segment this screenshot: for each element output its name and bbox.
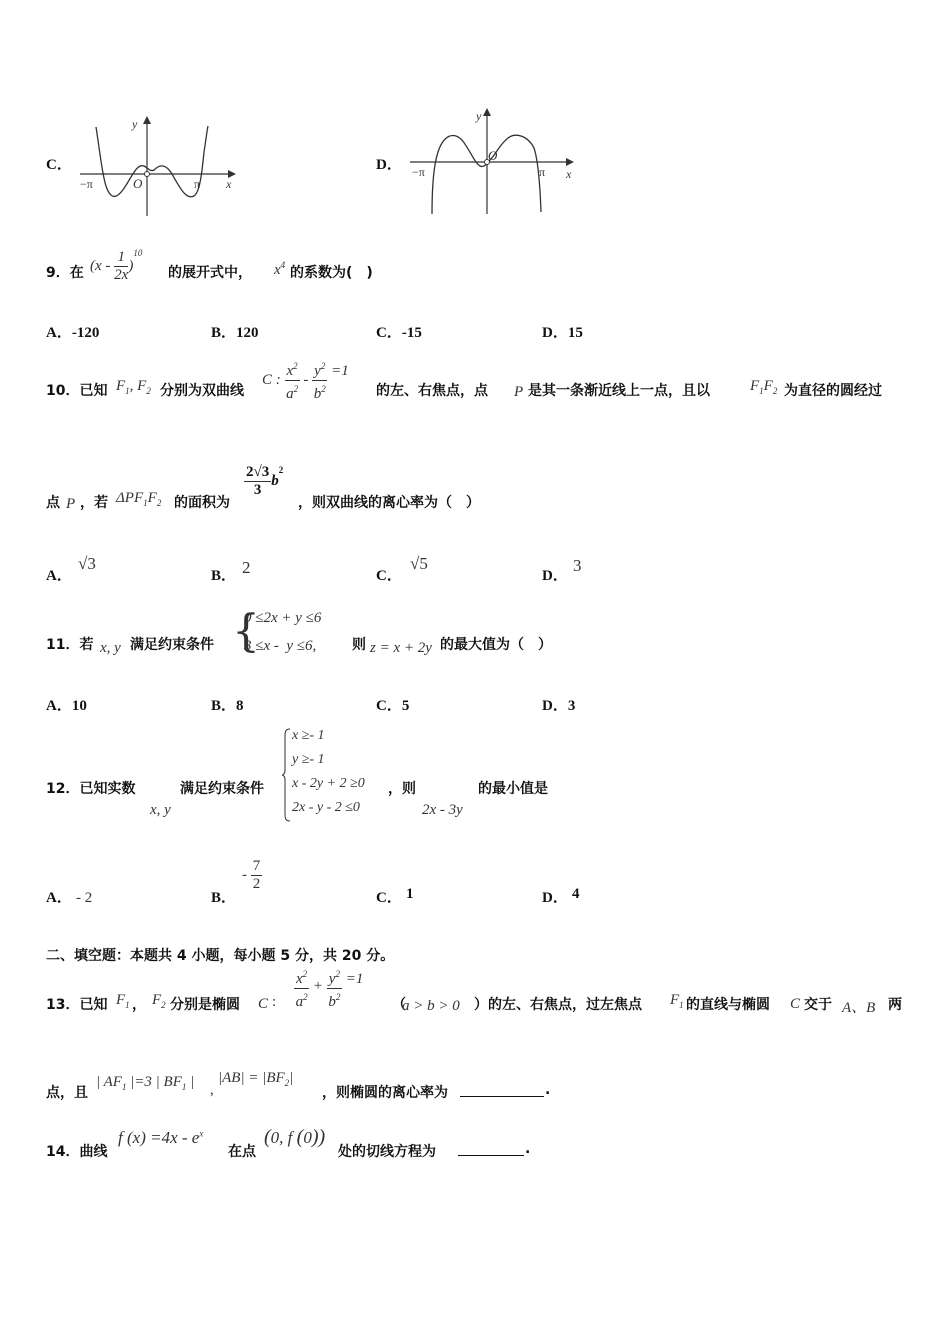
q12-constraint-3: x - 2y + 2 ≥0 — [292, 776, 365, 791]
y-label: y — [476, 109, 482, 123]
question-10-line2 — [46, 462, 916, 516]
q11-options — [46, 694, 646, 714]
q13-comma: , — [210, 1082, 214, 1098]
q12-constraint-1: x ≥- 1 — [292, 728, 325, 743]
q10-options — [46, 552, 646, 582]
q13-t10: . — [545, 1082, 551, 1098]
pi-label: π — [194, 177, 201, 191]
origin-label: O — [133, 176, 143, 191]
neg-pi-label: −π — [412, 165, 425, 179]
q10-f1f2-b: $F_1F_2$ — [750, 378, 778, 396]
q13-t2: 分别是椭圆 — [170, 997, 240, 1013]
q12-option-c-label[interactable]: C． — [376, 890, 402, 906]
q13-t7: 两 — [888, 997, 902, 1013]
q9-expression: (x - $\frac{1}{2x}$ )$^{10}$ — [90, 248, 143, 284]
q10-f1f2: $F_1$, $F_2$ — [116, 378, 151, 396]
q13-ellipse: $\frac{x^2}{a^2}$ + $\frac{y^2}{b^2}$ =1 — [294, 966, 363, 1011]
q12-option-a-label[interactable]: A． — [46, 890, 72, 906]
q11-t1: 满足约束条件 — [130, 637, 214, 653]
q12-option-a-value: - 2 — [76, 890, 93, 906]
q10-option-b-value: 2 — [242, 558, 251, 577]
y-axis-arrow — [483, 108, 491, 116]
q13-condition-1: | $AF_1$ |=3 | $BF_1$ | — [96, 1074, 195, 1092]
q13-t8: 点，且 — [46, 1085, 88, 1101]
q10-area: $\frac{2√3}{3}$ $b^2$ — [246, 464, 284, 498]
q10-option-d-label[interactable]: D． — [542, 568, 568, 584]
x-label: x — [226, 177, 232, 191]
q10-t1: 分别为双曲线 — [160, 383, 244, 399]
q12-option-b-label[interactable]: B． — [211, 890, 237, 906]
question-13-line1 — [46, 966, 916, 1020]
q12-xy: x, y — [150, 802, 171, 818]
q10-p2: P — [66, 496, 76, 512]
q10-t2: 的左、右焦点，点 — [376, 383, 488, 399]
question-12 — [46, 724, 646, 828]
q12-constraint-4: 2x - y - 2 ≤0 — [292, 800, 360, 815]
q13-t4: ）的左、右焦点，过左焦点 — [474, 997, 642, 1013]
q9-option-a[interactable]: A．-120 — [46, 325, 100, 341]
q13-c: C — [258, 996, 269, 1012]
q13-f2: $F_2$ — [152, 992, 166, 1010]
q11-option-b[interactable]: B．8 — [211, 698, 244, 714]
y-axis-arrow — [143, 116, 151, 124]
q14-t2: 处的切线方程为 — [338, 1144, 436, 1160]
q13-answer-blank[interactable] — [460, 1080, 544, 1097]
section-2-title: 二、填空题：本题共 4 小题，每小题 5 分，共 20 分。 — [46, 948, 395, 964]
q11-option-a[interactable]: A．10 — [46, 698, 87, 714]
q11-t2: 则 — [352, 637, 366, 653]
q10-t3: 是其一条渐近线上一点，且以 — [528, 383, 710, 399]
q10-option-d-value: 3 — [573, 556, 582, 575]
q10-t4: 为直径的圆经过 — [784, 383, 882, 399]
q13-condition: a > b > 0 — [402, 998, 460, 1014]
q12-number: 12．已知实数 — [46, 781, 136, 797]
q11-objective: z = x + 2y — [370, 640, 432, 656]
q10-option-c-label[interactable]: C． — [376, 568, 402, 584]
curve-c — [96, 126, 208, 197]
question-13-line2 — [46, 1064, 916, 1104]
neg-pi-label: −π — [80, 177, 93, 191]
q12-t2: ，则 — [388, 781, 416, 797]
q14-t1: 在点 — [228, 1144, 256, 1160]
q13-ab: A、B — [842, 1000, 876, 1016]
q13-t6: 交于 — [804, 997, 832, 1013]
q14-t3: . — [525, 1141, 531, 1157]
q9-options — [46, 321, 646, 341]
q10-t8: ，则双曲线的离心率为（ ） — [298, 495, 480, 511]
origin-point — [145, 172, 150, 177]
q11-number: 11．若 — [46, 637, 94, 653]
q9-x4: $x^4$ — [274, 260, 286, 278]
q11-constraint-1: 0 ≤2x + y ≤6 — [244, 610, 322, 626]
q13-t5: 的直线与椭圆 — [686, 997, 770, 1013]
q12-option-d-label[interactable]: D． — [542, 890, 568, 906]
q11-constraint-2: 3 ≤x - y ≤6, — [244, 638, 317, 654]
q9-option-c[interactable]: C．-15 — [376, 325, 422, 341]
y-label: y — [132, 117, 138, 131]
q10-hyperbola: C : $\frac{x^2}{a^2}$ - $\frac{y^2}{b^2}$ =1 — [262, 358, 349, 403]
q13-f1: $F_1$ — [116, 992, 130, 1010]
q13-condition-2: $|AB| = |BF_2|$ — [218, 1070, 294, 1088]
q10-option-c-value: √5 — [410, 554, 428, 573]
option-c-label: C． — [46, 157, 72, 173]
q10-p: P — [514, 384, 524, 400]
q12-options — [46, 858, 646, 908]
q13-c2: C — [790, 996, 801, 1012]
x-label: x — [566, 167, 572, 181]
question-10-line1 — [46, 358, 916, 408]
origin-label: O — [488, 148, 498, 163]
pi-label: π — [539, 165, 546, 179]
q9-option-d[interactable]: D．15 — [542, 325, 583, 341]
q11-option-d[interactable]: D．3 — [542, 698, 576, 714]
q11-option-c[interactable]: C．5 — [376, 698, 410, 714]
x-axis-arrow — [566, 158, 574, 166]
q9-option-b[interactable]: B．120 — [211, 325, 259, 341]
question-11 — [46, 606, 646, 666]
q10-option-b-label[interactable]: B． — [211, 568, 237, 584]
q14-answer-blank[interactable] — [458, 1139, 524, 1156]
q9-text-after: 的展开式中， — [168, 265, 252, 281]
q10-option-a-value: √3 — [78, 554, 96, 573]
q12-option-c-value: 1 — [406, 886, 414, 902]
graph-d — [406, 104, 582, 218]
q10-option-a-label[interactable]: A． — [46, 568, 72, 584]
q13-t1: ， — [132, 997, 146, 1013]
q12-t1: 满足约束条件 — [180, 781, 264, 797]
q9-number: 9．在 — [46, 265, 84, 281]
q13-number: 13．已知 — [46, 997, 108, 1013]
q12-objective: 2x - 3y — [422, 802, 463, 818]
q14-function: f $(x) =4x - e^x$ — [118, 1128, 204, 1147]
question-14 — [46, 1124, 916, 1164]
q13-colon: : — [272, 994, 277, 1010]
q12-brace — [282, 728, 292, 822]
q10-triangle: $\Delta PF_1F_2$ — [116, 490, 162, 508]
q13-f1-b: $F_1$ — [670, 992, 684, 1010]
q10-t6: ，若 — [80, 495, 108, 511]
q10-t7: 的面积为 — [174, 495, 230, 511]
q12-option-d-value: 4 — [572, 886, 580, 902]
q10-t5: 点 — [46, 495, 60, 511]
q14-number: 14．曲线 — [46, 1144, 108, 1160]
q11-brace: { — [232, 606, 260, 657]
graph-c — [76, 112, 246, 222]
q13-t9: ，则椭圆的离心率为 — [322, 1085, 448, 1101]
q14-point: (0, f (0)) — [264, 1126, 326, 1148]
q10-number: 10．已知 — [46, 383, 108, 399]
q12-option-b-value: - $\frac{7}{2}$ — [242, 858, 261, 892]
q12-constraint-2: y ≥- 1 — [292, 752, 325, 767]
q11-xy: x, y — [100, 640, 121, 656]
q13-t3: （ — [392, 997, 406, 1013]
option-d-label: D． — [376, 157, 402, 173]
q11-t3: 的最大值为（ ） — [440, 637, 552, 653]
q12-t3: 的最小值是 — [478, 781, 548, 797]
q9-text-end: 的系数为( ) — [290, 265, 373, 281]
